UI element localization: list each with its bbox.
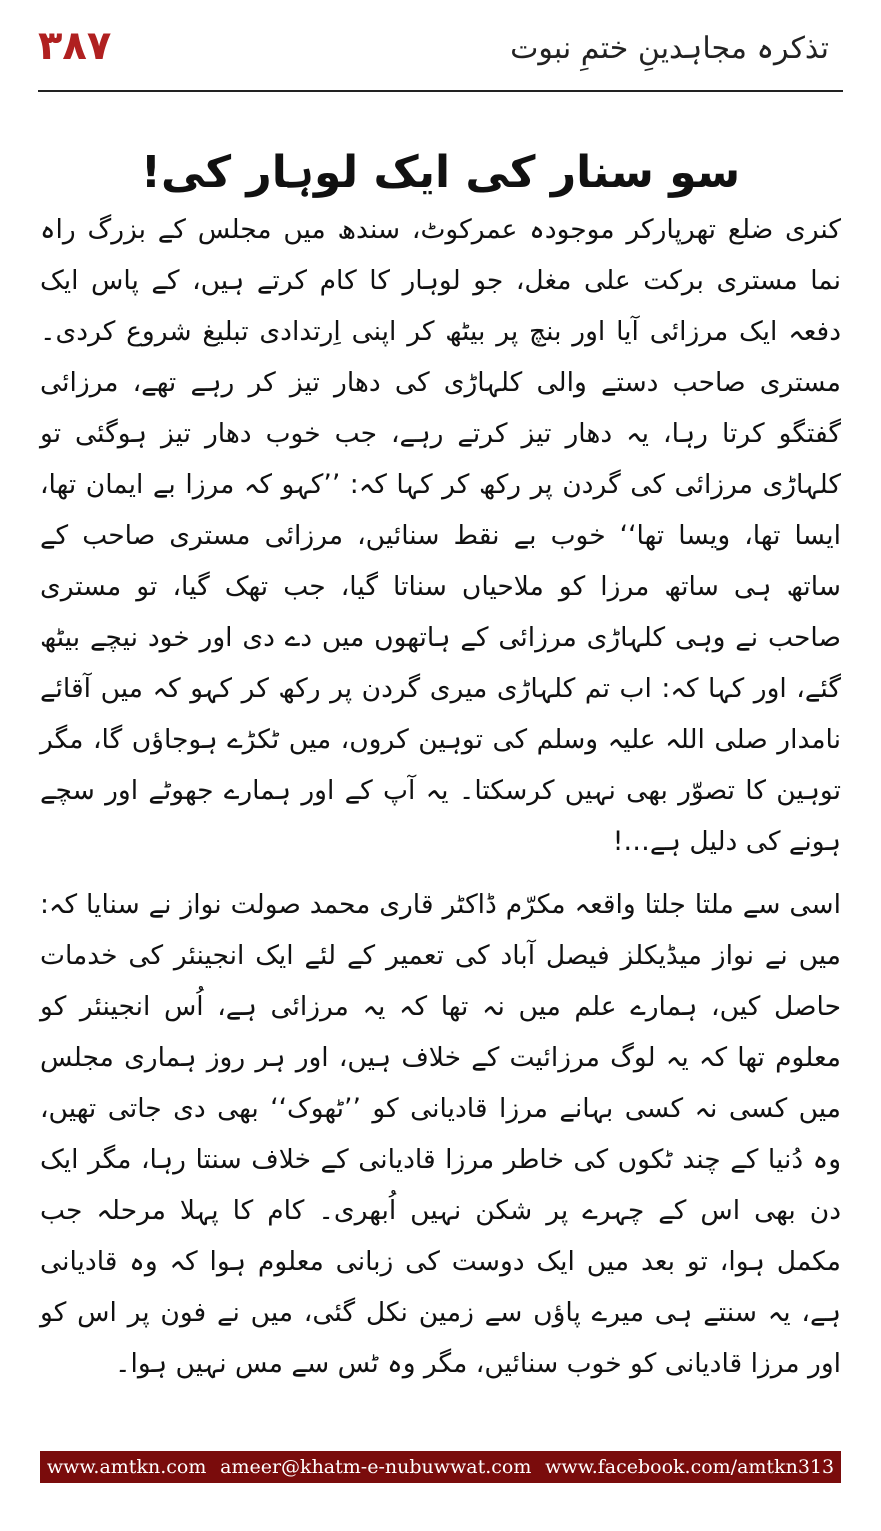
page-number: ۳۸۷ <box>38 23 112 69</box>
paragraph-2: اسی سے ملتا جلتا واقعہ مکرّم ڈاکٹر قاری محمد صولت نواز نے سنایا کہ: میں نے نواز میڈیکلز فیصل آباد کی تعمیر کے لئے ایک انجینئر کی خدمات حاصل کیں، ہمارے علم میں نہ تھا کہ یہ مرزائی ہے، اُس انجینئر کو معلوم تھا کہ یہ لوگ مرزائیت کے خلاف ہیں، اور ہر روز ہماری مجلس میں کسی نہ کسی بہانے مرزا قادیانی کو ’’ٹھوک‘‘ بھی دی جاتی تھیں، وہ دُنیا کے چند ٹکوں کی خاطر مرزا قادیانی کے خلاف سنتا رہا، مگر ایک دن بھی اس کے چہرے پر شکن نہیں اُبھری۔ کام کا پہلا مرحلہ جب مکمل ہوا، تو بعد میں ایک دوست کی زبانی معلوم ہوا کہ وہ قادیانی ہے، یہ سنتے ہی میرے پاؤں سے زمین نکل گئی، میں نے فون پر اس کو اور مرزا قادیانی کو خوب سنائیں، مگر وہ ٹس سے مس نہیں ہوا۔ <box>40 889 841 1379</box>
footer-bar <box>40 1451 841 1483</box>
paragraph-1: کنری ضلع تھرپارکر موجودہ عمرکوٹ، سندھ میں مجلس کے بزرگ راہ نما مستری برکت علی مغل، جو لوہار کا کام کرتے ہیں، کے پاس ایک دفعہ ایک مرزائی آیا اور بنچ پر بیٹھ کر اپنی اِرتدادی تبلیغ شروع کردی۔ مستری صاحب دستے والی کلہاڑی کی دھار تیز کر رہے تھے، مرزائی گفتگو کرتا رہا، یہ دھار تیز کرتے رہے، جب خوب دھار تیز ہوگئی تو کلہاڑی مرزائی کی گردن پر رکھ کر کہا کہ: ’’کہو کہ مرزا بے ایمان تھا، ایسا تھا، ویسا تھا‘‘ خوب بے نقط سنائیں، مرزائی مستری صاحب کے ساتھ ہی ساتھ مرزا کو ملاحیاں سناتا گیا، جب تھک گیا، تو مستری صاحب نے وہی کلہاڑی مرزائی کے ہاتھوں میں دے دی اور خود نیچے بیٹھ گئے، اور کہا کہ: اب تم کلہاڑی میری گردن پر رکھ کر کہو کہ میں آقائے نامدار صلی اللہ علیہ وسلم کی توہین کروں، میں ٹکڑے ہوجاؤں گا، مگر توہین کا تصوّر بھی نہیں کرسکتا۔ یہ آپ کے اور ہمارے جھوٹے اور سچے ہونے کی دلیل ہے…! <box>40 214 841 857</box>
article-body <box>40 204 841 1426</box>
article-title: سو سنار کی ایک لوہار کی! <box>140 147 741 199</box>
book-title: تذکرہ مجاہدینِ ختمِ نبوت <box>510 31 829 66</box>
footer-email-link[interactable]: ameer@khatm-e-nubuwwat.com <box>220 1456 532 1478</box>
header-divider <box>38 90 843 92</box>
footer-facebook-link[interactable]: www.facebook.com/amtkn313 <box>545 1456 835 1478</box>
footer-website-link[interactable]: www.amtkn.com <box>46 1456 207 1478</box>
